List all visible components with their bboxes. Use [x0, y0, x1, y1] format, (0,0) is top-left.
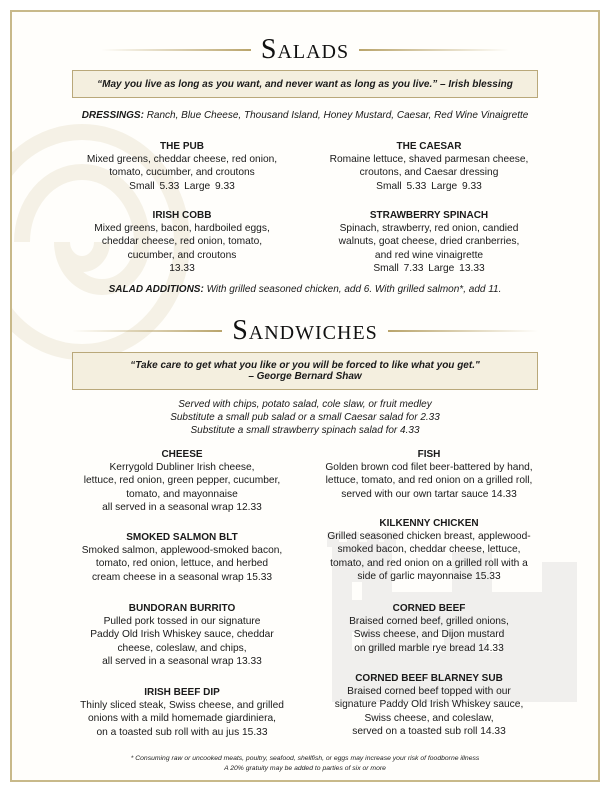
sandwich-item [57, 448, 307, 514]
salad-item [304, 209, 554, 275]
item-name: KILKENNY CHICKEN [379, 518, 479, 529]
heading-rule-right [388, 330, 538, 332]
sandwich-item [304, 517, 554, 583]
item-description: Golden brown cod filet beer-battered by hand, lettuce, tomato, and red onion on a grilled roll, served with our own tartar sauce 14.33 [325, 462, 533, 500]
item-name: THE PUB [160, 141, 204, 152]
sandwich-item [57, 531, 307, 584]
salad-item [57, 209, 307, 275]
sandwiches-heading-row [12, 315, 598, 347]
item-price: Small 7.33 Large 13.33 [373, 262, 485, 274]
sandwich-item [57, 686, 307, 739]
item-description: Pulled pork tossed in our signature Paddy Old Irish Whiskey sauce, cheddar cheese, coleslaw, and chips, all served in a seasonal wrap 13.33 [90, 616, 274, 667]
item-description: Romaine lettuce, shaved parmesan cheese, croutons, and Caesar dressing [329, 154, 529, 179]
heading-rule-left [101, 49, 251, 51]
sandwich-item [304, 672, 554, 738]
salads-heading: Salads [260, 34, 350, 65]
salad-item [57, 140, 307, 193]
item-price: Small 5.33 Large 9.33 [376, 180, 482, 192]
salad-additions-label: SALAD ADDITIONS: [108, 284, 204, 295]
sandwich-item [57, 602, 307, 668]
item-description: Mixed greens, cheddar cheese, red onion, tomato, cucumber, and croutons [86, 154, 278, 179]
item-description: Spinach, strawberry, red onion, candied walnuts, goat cheese, dried cranberries, and red wine vinaigrette [338, 223, 520, 261]
item-name: SMOKED SALMON BLT [126, 532, 238, 543]
served-with-line: Served with chips, potato salad, cole slaw, or fruit medley [178, 399, 432, 410]
salads-quote: “May you live as long as you want, and never want as long as you live.” – Irish blessing [97, 78, 513, 90]
dressings-line [12, 110, 598, 121]
item-name: CHEESE [161, 449, 203, 460]
item-name: CORNED BEEF [392, 603, 466, 614]
sandwiches-heading: Sandwiches [232, 315, 378, 346]
served-with-block [12, 398, 598, 437]
item-name: STRAWBERRY SPINACH [369, 210, 489, 221]
salad-additions-text: With grilled seasoned chicken, add 6. With grilled salmon*, add 11. [206, 284, 502, 295]
item-description: Braised corned beef, grilled onions, Swiss cheese, and Dijon mustard on grilled marble rye bread 14.33 [349, 616, 509, 654]
heading-rule-right [359, 49, 509, 51]
sandwiches-quote: “Take care to get what you like or you will be forced to like what you get." [130, 360, 480, 371]
sandwiches-quote-box [72, 352, 538, 390]
salad-additions-line [12, 284, 598, 295]
item-name: CORNED BEEF BLARNEY SUB [355, 673, 503, 684]
footnotes [12, 754, 598, 774]
menu-page-frame [10, 10, 600, 782]
dressings-label: DRESSINGS: [81, 110, 144, 121]
substitute-line: Substitute a small pub salad or a small Caesar salad for 2.33 [170, 412, 440, 423]
item-description: Kerrygold Dubliner Irish cheese, lettuce, red onion, green pepper, cucumber, tomato, and mayonnaise all served in a seasonal wrap 12.33 [83, 462, 281, 513]
salad-item [304, 140, 554, 193]
salads-heading-row [12, 34, 598, 66]
item-description: Mixed greens, bacon, hardboiled eggs, cheddar cheese, red onion, tomato, cucumber, and croutons [94, 223, 270, 261]
sandwiches-quote-author: – George Bernard Shaw [248, 371, 362, 382]
item-name: IRISH BEEF DIP [144, 687, 220, 698]
item-name: IRISH COBB [152, 210, 212, 221]
item-description: Braised corned beef topped with our signature Paddy Old Irish Whiskey sauce, Swiss cheese, and coleslaw, served on a toasted sub roll 14.33 [334, 686, 524, 737]
item-name: BUNDORAN BURRITO [128, 603, 236, 614]
item-description: Smoked salmon, applewood-smoked bacon, tomato, red onion, lettuce, and herbed cream cheese in a seasonal wrap 15.33 [81, 545, 283, 583]
item-description: Grilled seasoned chicken breast, applewood- smoked bacon, cheddar cheese, lettuce, tomato, and red onion on a grilled roll with a side of garlic mayonnaise 15.33 [327, 531, 531, 582]
gratuity-note: A 20% gratuity may be added to parties of six or more [224, 765, 386, 772]
dressings-text: Ranch, Blue Cheese, Thousand Island, Honey Mustard, Caesar, Red Wine Vinaigrette [146, 110, 529, 121]
item-price: 13.33 [169, 262, 195, 274]
sandwich-item [304, 448, 554, 501]
heading-rule-left [72, 330, 222, 332]
item-price: Small 5.33 Large 9.33 [129, 180, 235, 192]
sandwich-item [304, 602, 554, 655]
foodborne-illness-note: * Consuming raw or uncooked meats, poultry, seafood, shellfish, or eggs may increase your risk of foodborne illness [130, 755, 480, 762]
item-description: Thinly sliced steak, Swiss cheese, and grilled onions with a mild homemade giardiniera, on a toasted sub roll with au jus 15.33 [80, 700, 284, 738]
item-name: FISH [417, 449, 441, 460]
item-name: THE CAESAR [396, 141, 462, 152]
substitute-line: Substitute a small strawberry spinach salad for 4.33 [190, 425, 420, 436]
salads-quote-box [72, 70, 538, 98]
